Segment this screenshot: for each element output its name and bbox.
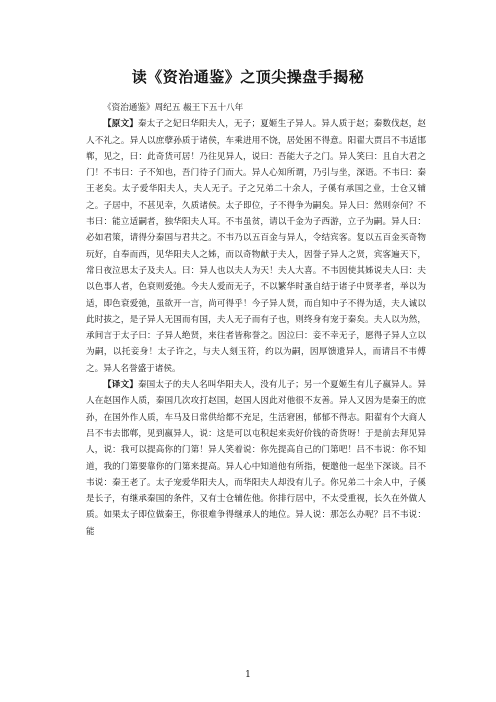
- original-text-label: 【原文】: [103, 119, 138, 130]
- document-body: [86, 100, 426, 540]
- translation-paragraph: [86, 377, 426, 540]
- page-number: 1: [245, 670, 251, 680]
- original-text-paragraph: [86, 116, 426, 377]
- original-text: 秦太子之妃曰华阳夫人，无子；夏姬生子异人。异人质于赵；秦数伐赵，赵人不礼之。异人以庶孽孙质于诸侯，车乘进用不饶，居处困不得意。阳翟大贾吕不韦适邯郸，见之，曰：此奇货可居！乃往见异人，说曰：吾能大子之门。异人笑曰：且自大君之门！不韦曰：子不知也，吾门待子门而大。异人心知所谓，乃引与坐，深语。不韦曰：秦王老矣。太子爱华阳夫人，夫人无子。子之兄弟二十余人，子傒有承国之业，士仓又辅之。子居中，不甚见幸，久质诸侯。太子即位，子不得争为嗣矣。异人曰：然则奈何？不韦曰：能立适嗣者，独华阳夫人耳。不韦虽贫，请以千金为子西游，立子为嗣。异人曰：必如君策，请得分秦国与君共之。不韦乃以五百金与异人，令结宾客。复以五百金买奇物玩好，自奉而西，见华阳夫人之姊，而以奇物献于夫人，因誉子异人之贤，宾客遍天下，常日夜泣思太子及夫人。曰：异人也以夫人为天！夫人大喜。不韦因使其姊说夫人曰：夫以色事人者，色衰则爱弛。今夫人爱而无子，不以繁华时蚤自结于诸子中贤孝者，举以为适，即色衰爱弛，虽欲开一言，尚可得乎！今子异人贤，而自知中子不得为适，夫人诚以此时拔之，是子异人无国而有国，夫人无子而有子也，则终身有宠于秦矣。夫人以为然，承间言于太子曰：子异人绝贤，来往者皆称誉之。因泣曰：妾不幸无子，愿得子异人立以为嗣，以托妾身！太子许之，与夫人刻玉符，约以为嗣，因厚馈遗异人，而请吕不韦傅之。异人名誉盛于诸侯。: [86, 119, 426, 374]
- translation-text: 秦国太子的夫人名叫华阳夫人，没有儿子；另一个夏姬生有儿子嬴异人。异人在赵国作人质，秦国几次攻打赵国，赵国人因此对他很不友善。异人又因为是秦王的庶孙，在国外作人质，车马及日常供给都不充足，生活窘困，郁郁不得志。阳翟有个大商人吕不韦去邯郸，见到嬴异人，说：这是可以屯积起来卖好价钱的奇货呀！于是前去拜见异人，说：我可以提高你的门第！异人笑着说：你先提高自己的门第吧！吕不韦说：你不知道，我的门第要靠你的门第来提高。异人心中知道他有所指，便邀他一起坐下深谈。吕不韦说：秦王老了。太子宠爱华阳夫人，而华阳夫人却没有儿子。你兄弟二十余人中，子傒是长子，有继承秦国的条件，又有士仓辅佐他。你排行居中，不太受重视，长久在外做人质。如果太子即位做秦王，你很难争得继承人的地位。异人说：那怎么办呢？吕不韦说：能: [86, 380, 426, 537]
- translation-label: 【译文】: [103, 380, 138, 391]
- source-subheading: 《资治通鉴》周纪五 赧王下五十八年: [103, 103, 244, 113]
- document-title: 读《资治通鉴》之顶尖操盘手揭秘: [131, 68, 365, 86]
